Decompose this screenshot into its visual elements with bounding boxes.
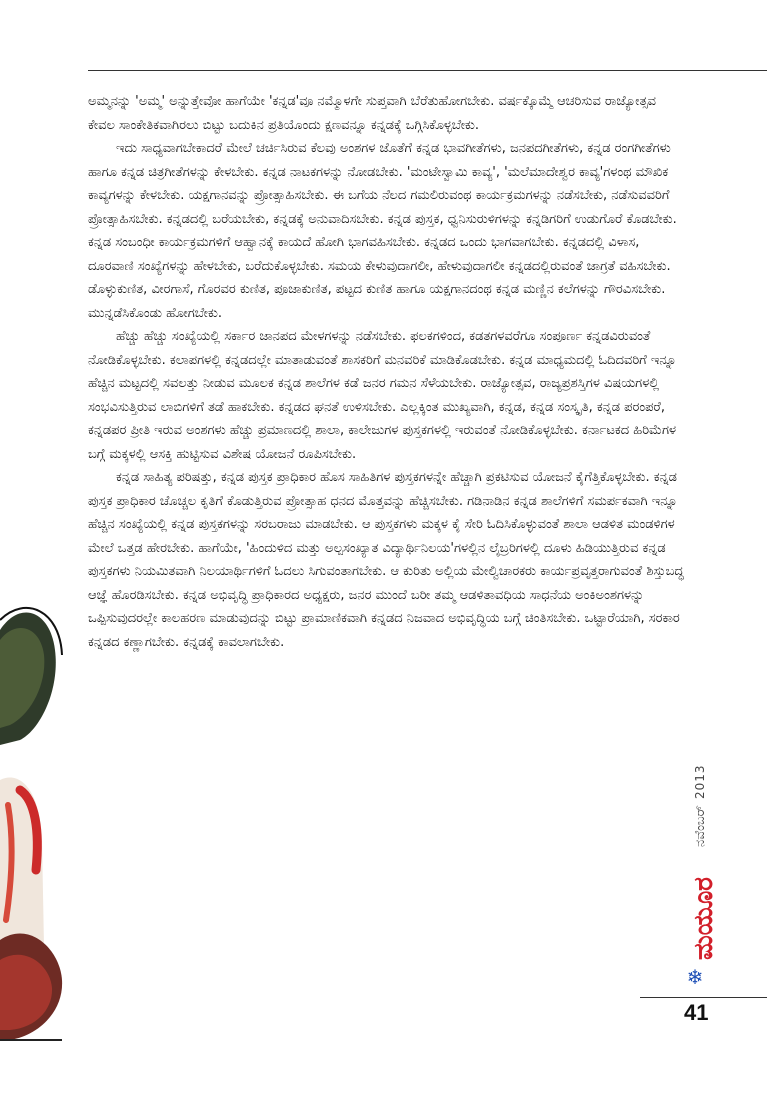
article-body [88,90,686,654]
page-number: 41 [684,1000,709,1025]
issue-year: 2013 [693,764,707,799]
article-paragraph-4: ಕನ್ನಡ ಸಾಹಿತ್ಯ ಪರಿಷತ್ತು, ಕನ್ನಡ ಪುಸ್ತಕ ಪ್ರಾಧಿಕಾರ ಹೊಸ ಸಾಹಿತಿಗಳ ಪುಸ್ತಕಗಳನ್ನೇ ಹೆಚ್ಚಾಗಿ ಪ್ರಕಟಿಸುವ ಯೋಜನೆ ಕೈಗೆತ್ತಿಕೊಳ್ಳಬೇಕು. ಕನ್ನಡ ಪುಸ್ತಕ ಪ್ರಾಧಿಕಾರ ಚೊಚ್ಚಲ ಕೃತಿಗೆ ಕೊಡುತ್ತಿರುವ ಪ್ರೋತ್ಸಾಹ ಧನದ ಮೊತ್ತವನ್ನು ಹೆಚ್ಚಿಸಬೇಕು. ಗಡಿನಾಡಿನ ಕನ್ನಡ ಶಾಲೆಗಳಿಗೆ ಸಮರ್ಪಕವಾಗಿ ಇನ್ನೂ ಹೆಚ್ಚಿನ ಸಂಖ್ಯೆಯಲ್ಲಿ ಕನ್ನಡ ಪುಸ್ತಕಗಳನ್ನು ಸರಬರಾಜು ಮಾಡಬೇಕು. ಆ ಪುಸ್ತಕಗಳು ಮಕ್ಕಳ ಕೈ ಸೇರಿ ಓದಿಸಿಕೊಳ್ಳುವಂತೆ ಶಾಲಾ ಆಡಳಿತ ಮಂಡಳಿಗಳ ಮೇಲೆ ಒತ್ತಡ ಹೇರಬೇಕು. ಹಾಗೆಯೇ, 'ಹಿಂದುಳಿದ ಮತ್ತು ಅಲ್ಪಸಂಖ್ಯಾತ ವಿದ್ಯಾರ್ಥಿನಿಲಯ'ಗಳಲ್ಲಿನ ಲೈಬ್ರರಿಗಳಲ್ಲಿ ದೂಳು ಹಿಡಿಯುತ್ತಿರುವ ಕನ್ನಡ ಪುಸ್ತಕಗಳು ನಿಯಮಿತವಾಗಿ ನಿಲಯಾರ್ಥಿಗಳಿಗೆ ಓದಲು ಸಿಗುವಂತಾಗಬೇಕು. ಆ ಕುರಿತು ಅಲ್ಲಿಯ ಮೇಲ್ವಿಚಾರಕರು ಕಾರ್ಯಪ್ರವೃತ್ತರಾಗುವಂತೆ ಶಿಸ್ತುಬದ್ಧ ಆಜ್ಞೆ ಹೊರಡಿಸಬೇಕು. ಕನ್ನಡ ಅಭಿವೃದ್ಧಿ ಪ್ರಾಧಿಕಾರದ ಅಧ್ಯಕ್ಷರು, ಜನರ ಮುಂದೆ ಬರೀ ತಮ್ಮ ಆಡಳಿತಾವಧಿಯ ಸಾಧನೆಯ ಅಂಕಿಅಂಶಗಳನ್ನು ಒಪ್ಪಿಸುವುದರಲ್ಲೇ ಕಾಲಹರಣ ಮಾಡುವುದನ್ನು ಬಿಟ್ಟು ಪ್ರಾಮಾಣಿಕವಾಗಿ ಕನ್ನಡದ ನಿಜವಾದ ಅಭಿವೃದ್ಧಿಯ ಬಗ್ಗೆ ಚಿಂತಿಸಬೇಕು. ಒಟ್ಟಾರೆಯಾಗಿ, ಸರಕಾರ ಕನ್ನಡದ ಕಣ್ಣಾಗಬೇಕು. ಕನ್ನಡಕ್ಕೆ ಕಾವಲಾಗಬೇಕು. [88,470,684,650]
header-rule [88,70,767,71]
magazine-sidebar [685,755,725,975]
issue-month: ನವೆಂಬರ್ [693,805,708,847]
article-paragraph-1: ಅಮ್ಮನನ್ನು 'ಅಮ್ಮ' ಅನ್ನುತ್ತೇವೋ ಹಾಗೆಯೇ 'ಕನ್ನಡ'ವೂ ನಮ್ಮೊಳಗೇ ಸುಪ್ತವಾಗಿ ಬೆರೆತುಹೋಗಬೇಕು. ವರ್ಷಕ್ಕೊಮ್ಮೆ ಆಚರಿಸುವ ರಾಜ್ಯೋತ್ಸವ ಕೇವಲ ಸಾಂಕೇತಿಕವಾಗಿರಲು ಬಿಟ್ಟು ಬದುಕಿನ ಪ್ರತಿಯೊಂದು ಕ್ಷಣವನ್ನೂ ಕನ್ನಡಕ್ಕೆ ಒಗ್ಗಿಸಿಕೊಳ್ಳಬೇಕು. [88,94,656,133]
footer-rule [640,997,767,998]
article-paragraph-3: ಹೆಚ್ಚು ಹೆಚ್ಚು ಸಂಖ್ಯೆಯಲ್ಲಿ ಸರ್ಕಾರ ಜಾನಪದ ಮೇಳಗಳನ್ನು ನಡೆಸಬೇಕು. ಫಲಕಗಳಿಂದ, ಕಡತಗಳವರೆಗೂ ಸಂಪೂರ್ಣ ಕನ್ನಡವಿರುವಂತೆ ನೋಡಿಕೊಳ್ಳಬೇಕು. ಕಲಾಪಗಳಲ್ಲಿ ಕನ್ನಡದಲ್ಲೇ ಮಾತಾಡುವಂತೆ ಶಾಸಕರಿಗೆ ಮನವರಿಕೆ ಮಾಡಿಕೊಡಬೇಕು. ಕನ್ನಡ ಮಾಧ್ಯಮದಲ್ಲಿ ಓದಿದವರಿಗೆ ಇನ್ನೂ ಹೆಚ್ಚಿನ ಮಟ್ಟದಲ್ಲಿ ಸವಲತ್ತು ನೀಡುವ ಮೂಲಕ ಕನ್ನಡ ಶಾಲೆಗಳ ಕಡೆ ಜನರ ಗಮನ ಸೆಳೆಯಬೇಕು. ರಾಜ್ಯೋತ್ಸವ, ರಾಜ್ಯಪ್ರಶಸ್ತಿಗಳ ವಿಷಯಗಳಲ್ಲಿ ಸಂಭವಿಸುತ್ತಿರುವ ಲಾಬಿಗಳಿಗೆ ತಡೆ ಹಾಕಬೇಕು. ಕನ್ನಡದ ಘನತೆ ಉಳಿಸಬೇಕು. ಎಲ್ಲಕ್ಕಿಂತ ಮುಖ್ಯವಾಗಿ, ಕನ್ನಡ, ಕನ್ನಡ ಸಂಸ್ಕೃತಿ, ಕನ್ನಡ ಪರಂಪರೆ, ಕನ್ನಡಪರ ಪ್ರೀತಿ ಇರುವ ಅಂಶಗಳು ಹೆಚ್ಚು ಪ್ರಮಾಣದಲ್ಲಿ ಶಾಲಾ, ಕಾಲೇಜುಗಳ ಪುಸ್ತಕಗಳಲ್ಲಿ ಇರುವಂತೆ ನೋಡಿಕೊಳ್ಳಬೇಕು. ಕರ್ನಾಟಕದ ಹಿರಿಮೆಗಳ ಬಗ್ಗೆ ಮಕ್ಕಳಲ್ಲಿ ಆಸಕ್ತಿ ಹುಟ್ಟಿಸುವ ವಿಶೇಷ ಯೋಜನೆ ರೂಪಿಸಬೇಕು. [88,329,677,462]
snowflake-icon: ❄ [686,965,704,989]
decorative-illustration [0,540,70,1060]
magazine-logo: ಮಯೂರ [689,877,719,960]
article-paragraph-2: ಇದು ಸಾಧ್ಯವಾಗಬೇಕಾದರೆ ಮೇಲೆ ಚರ್ಚಿಸಿರುವ ಕೆಲವು ಅಂಶಗಳ ಜೊತೆಗೆ ಕನ್ನಡ ಭಾವಗೀತೆಗಳು, ಜನಪದಗೀತೆಗಳು, ಕನ್ನಡ ರಂಗಗೀತೆಗಳು ಹಾಗೂ ಕನ್ನಡ ಚಿತ್ರಗೀತೆಗಳನ್ನು ಕೇಳಬೇಕು. ಕನ್ನಡ ನಾಟಕಗಳನ್ನು ನೋಡಬೇಕು. 'ಮಂಟೇಸ್ವಾಮಿ ಕಾವ್ಯ', 'ಮಲೆಮಾದೇಶ್ವರ ಕಾವ್ಯ'ಗಳಂಥ ಮೌಖಿಕ ಕಾವ್ಯಗಳನ್ನು ಕೇಳಬೇಕು. ಯಕ್ಷಗಾನವನ್ನು ಪ್ರೋತ್ಸಾಹಿಸಬೇಕು. ಈ ಬಗೆಯ ನೆಲದ ಗಮಲಿರುವಂಥ ಕಾರ್ಯಕ್ರಮಗಳನ್ನು ನಡೆಸಬೇಕು, ನಡೆಸುವವರಿಗೆ ಪ್ರೋತ್ಸಾಹಿಸಬೇಕು. ಕನ್ನಡದಲ್ಲಿ ಬರೆಯಬೇಕು, ಕನ್ನಡಕ್ಕೆ ಅನುವಾದಿಸಬೇಕು. ಕನ್ನಡ ಪುಸ್ತಕ, ಧ್ವನಿಸುರುಳಿಗಳನ್ನು ಕನ್ನಡಿಗರಿಗೆ ಉಡುಗೊರೆ ಕೊಡಬೇಕು. ಕನ್ನಡ ಸಂಬಂಧೀ ಕಾರ್ಯಕ್ರಮಗಳಿಗೆ ಆಹ್ವಾನಕ್ಕೆ ಕಾಯದೆ ಹೋಗಿ ಭಾಗವಹಿಸಬೇಕು. ಕನ್ನಡದ ಒಂದು ಭಾಗವಾಗಬೇಕು. ಕನ್ನಡದಲ್ಲಿ ವಿಳಾಸ, ದೂರವಾಣಿ ಸಂಖ್ಯೆಗಳನ್ನು ಹೇಳಬೇಕು, ಬರೆದುಕೊಳ್ಳಬೇಕು. ಸಮಯ ಕೇಳುವುದಾಗಲೀ, ಹೇಳುವುದಾಗಲೀ ಕನ್ನಡದಲ್ಲಿರುವಂತೆ ಜಾಗ್ರತೆ ವಹಿಸಬೇಕು. ಡೊಳ್ಳುಕುಣಿತ, ವೀರಗಾಸೆ, ಗೊರವರ ಕುಣಿತ, ಪೂಜಾಕುಣಿತ, ಪಟ್ಟದ ಕುಣಿತ ಹಾಗೂ ಯಕ್ಷಗಾನದಂಥ ಕನ್ನಡ ಮಣ್ಣಿನ ಕಲೆಗಳನ್ನು ಗೌರವಿಸಬೇಕು. ಮುನ್ನಡೆಸಿಕೊಂಡು ಹೋಗಬೇಕು. [88,141,677,321]
